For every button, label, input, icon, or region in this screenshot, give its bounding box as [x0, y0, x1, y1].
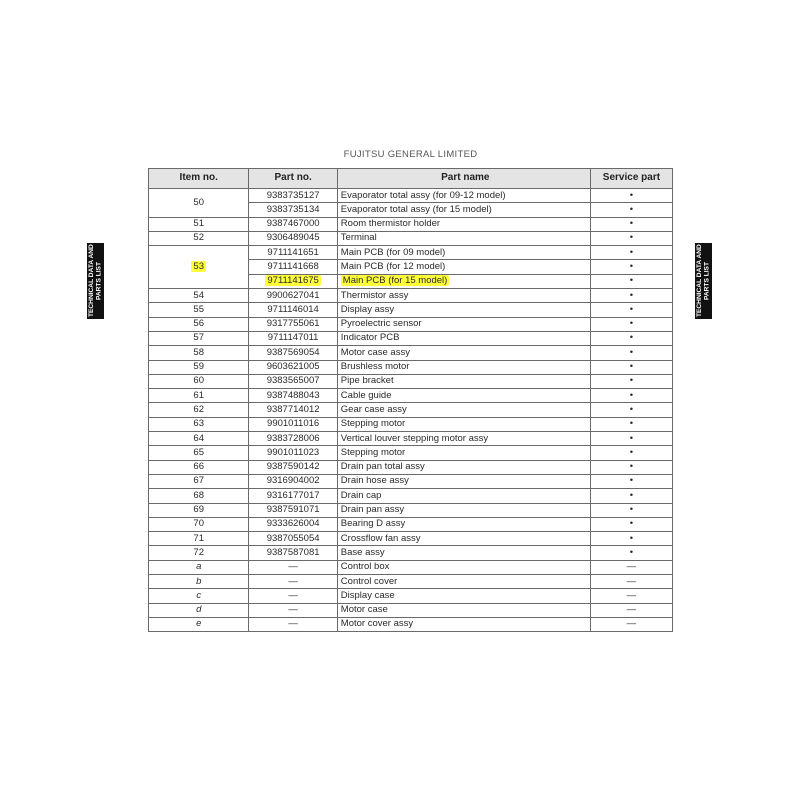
service-part-mark: —	[590, 617, 672, 631]
part-name: Pipe bracket	[337, 374, 590, 388]
table-row	[149, 303, 673, 317]
side-tab-right: TECHNICAL DATA AND PARTS LIST	[696, 244, 711, 318]
table-row	[149, 432, 673, 446]
highlight-mark: 53	[193, 260, 204, 272]
part-no: 9387591071	[249, 503, 337, 517]
part-name: Brushless motor	[337, 360, 590, 374]
table-row	[149, 532, 673, 546]
table-row	[149, 489, 673, 503]
part-no: 9711146014	[249, 303, 337, 317]
table-row	[149, 589, 673, 603]
part-name: Display assy	[337, 303, 590, 317]
part-name: Motor case assy	[337, 346, 590, 360]
part-no: 9383735127	[249, 189, 337, 203]
service-part-mark: •	[590, 303, 672, 317]
part-name: Pyroelectric sensor	[337, 317, 590, 331]
service-part-mark: •	[590, 346, 672, 360]
service-part-mark: •	[590, 274, 672, 288]
part-no: 9901011016	[249, 417, 337, 431]
service-part-mark: —	[590, 575, 672, 589]
table-row	[149, 617, 673, 631]
table-row	[149, 517, 673, 531]
highlight-mark: Main PCB (for 15 model)	[342, 275, 448, 287]
part-no: 9383728006	[249, 432, 337, 446]
part-no: 9387055054	[249, 532, 337, 546]
part-no: 9901011023	[249, 446, 337, 460]
table-row	[149, 446, 673, 460]
part-name: Terminal	[337, 231, 590, 245]
item-no: b	[149, 575, 249, 589]
part-name: Vertical louver stepping motor assy	[337, 432, 590, 446]
service-part-mark: •	[590, 331, 672, 345]
table-row	[149, 417, 673, 431]
item-no: 55	[149, 303, 249, 317]
table-row	[149, 189, 673, 203]
service-part-mark: •	[590, 260, 672, 274]
part-no: 9603621005	[249, 360, 337, 374]
table-row	[149, 317, 673, 331]
part-no: —	[249, 575, 337, 589]
table-row	[149, 474, 673, 488]
item-no: 65	[149, 446, 249, 460]
service-part-mark: •	[590, 360, 672, 374]
service-part-mark: •	[590, 374, 672, 388]
side-tab-left: TECHNICAL DATA AND PARTS LIST	[88, 244, 103, 318]
item-no: e	[149, 617, 249, 631]
table-row	[149, 560, 673, 574]
part-name: Evaporator total assy (for 15 model)	[337, 203, 590, 217]
table-row	[149, 575, 673, 589]
part-name-highlighted	[337, 274, 590, 288]
part-name: Cable guide	[337, 389, 590, 403]
item-no: 69	[149, 503, 249, 517]
part-no: 9383735134	[249, 203, 337, 217]
item-no: 58	[149, 346, 249, 360]
item-no: 52	[149, 231, 249, 245]
part-no: 9317755061	[249, 317, 337, 331]
service-part-mark: •	[590, 503, 672, 517]
part-name: Control cover	[337, 575, 590, 589]
highlight-mark: 9711141675	[267, 275, 319, 287]
service-part-mark: •	[590, 231, 672, 245]
part-no: 9387587081	[249, 546, 337, 560]
table-row	[149, 246, 673, 260]
item-no: 54	[149, 289, 249, 303]
table-row	[149, 503, 673, 517]
part-no: 9711141668	[249, 260, 337, 274]
table-row	[149, 346, 673, 360]
item-no: 60	[149, 374, 249, 388]
header-part-no: Part no.	[249, 169, 337, 189]
table-row	[149, 231, 673, 245]
service-part-mark: •	[590, 446, 672, 460]
part-name: Display case	[337, 589, 590, 603]
table-row	[149, 374, 673, 388]
part-name: Crossflow fan assy	[337, 532, 590, 546]
part-name: Stepping motor	[337, 446, 590, 460]
item-no: 71	[149, 532, 249, 546]
part-no: 9333626004	[249, 517, 337, 531]
part-name: Control box	[337, 560, 590, 574]
item-no-highlighted	[149, 246, 249, 289]
service-part-mark: •	[590, 189, 672, 203]
part-name: Stepping motor	[337, 417, 590, 431]
service-part-mark: •	[590, 246, 672, 260]
part-name: Drain hose assy	[337, 474, 590, 488]
item-no: 67	[149, 474, 249, 488]
company-header: FUJITSU GENERAL LIMITED	[343, 149, 478, 160]
part-no: 9383565007	[249, 374, 337, 388]
part-name: Motor case	[337, 603, 590, 617]
part-name: Motor cover assy	[337, 617, 590, 631]
part-no: 9316177017	[249, 489, 337, 503]
part-no: 9316904002	[249, 474, 337, 488]
service-part-mark: •	[590, 546, 672, 560]
item-no: 72	[149, 546, 249, 560]
table-row	[149, 603, 673, 617]
service-part-mark: •	[590, 474, 672, 488]
part-no: 9387488043	[249, 389, 337, 403]
part-name: Room thermistor holder	[337, 217, 590, 231]
service-part-mark: —	[590, 603, 672, 617]
part-name: Main PCB (for 12 model)	[337, 260, 590, 274]
service-part-mark: •	[590, 489, 672, 503]
service-part-mark: •	[590, 532, 672, 546]
item-no: 50	[149, 189, 249, 218]
table-row	[149, 217, 673, 231]
table-row	[149, 403, 673, 417]
part-no: —	[249, 560, 337, 574]
table-header-row	[149, 169, 673, 189]
part-no: 9387569054	[249, 346, 337, 360]
service-part-mark: —	[590, 589, 672, 603]
part-no: 9306489045	[249, 231, 337, 245]
item-no: 56	[149, 317, 249, 331]
parts-table	[148, 168, 673, 632]
part-no: 9900627041	[249, 289, 337, 303]
service-part-mark: •	[590, 317, 672, 331]
part-name: Drain cap	[337, 489, 590, 503]
item-no: 61	[149, 389, 249, 403]
item-no: 57	[149, 331, 249, 345]
item-no: a	[149, 560, 249, 574]
part-name: Drain pan assy	[337, 503, 590, 517]
table-row	[149, 389, 673, 403]
item-no: 51	[149, 217, 249, 231]
header-service-part: Service part	[590, 169, 672, 189]
table-row	[149, 331, 673, 345]
part-no-highlighted	[249, 274, 337, 288]
part-no: 9711141651	[249, 246, 337, 260]
table-row	[149, 546, 673, 560]
service-part-mark: •	[590, 389, 672, 403]
item-no: 70	[149, 517, 249, 531]
header-part-name: Part name	[337, 169, 590, 189]
part-no: 9387714012	[249, 403, 337, 417]
part-name: Main PCB (for 09 model)	[337, 246, 590, 260]
item-no: 68	[149, 489, 249, 503]
service-part-mark: •	[590, 417, 672, 431]
part-no: 9711147011	[249, 331, 337, 345]
part-no: 9387590142	[249, 460, 337, 474]
service-part-mark: •	[590, 460, 672, 474]
service-part-mark: •	[590, 217, 672, 231]
part-name: Evaporator total assy (for 09-12 model)	[337, 189, 590, 203]
part-name: Gear case assy	[337, 403, 590, 417]
item-no: 62	[149, 403, 249, 417]
table-row	[149, 289, 673, 303]
part-name: Bearing D assy	[337, 517, 590, 531]
service-part-mark: •	[590, 203, 672, 217]
part-name: Base assy	[337, 546, 590, 560]
service-part-mark: —	[590, 560, 672, 574]
part-no: —	[249, 617, 337, 631]
table-row	[149, 460, 673, 474]
service-part-mark: •	[590, 289, 672, 303]
header-item-no: Item no.	[149, 169, 249, 189]
item-no: c	[149, 589, 249, 603]
part-name: Drain pan total assy	[337, 460, 590, 474]
item-no: 59	[149, 360, 249, 374]
table-row	[149, 360, 673, 374]
service-part-mark: •	[590, 403, 672, 417]
part-name: Indicator PCB	[337, 331, 590, 345]
part-no: —	[249, 603, 337, 617]
part-name: Thermistor assy	[337, 289, 590, 303]
service-part-mark: •	[590, 432, 672, 446]
item-no: 66	[149, 460, 249, 474]
item-no: 63	[149, 417, 249, 431]
part-no: 9387467000	[249, 217, 337, 231]
service-part-mark: •	[590, 517, 672, 531]
item-no: 64	[149, 432, 249, 446]
part-no: —	[249, 589, 337, 603]
item-no: d	[149, 603, 249, 617]
